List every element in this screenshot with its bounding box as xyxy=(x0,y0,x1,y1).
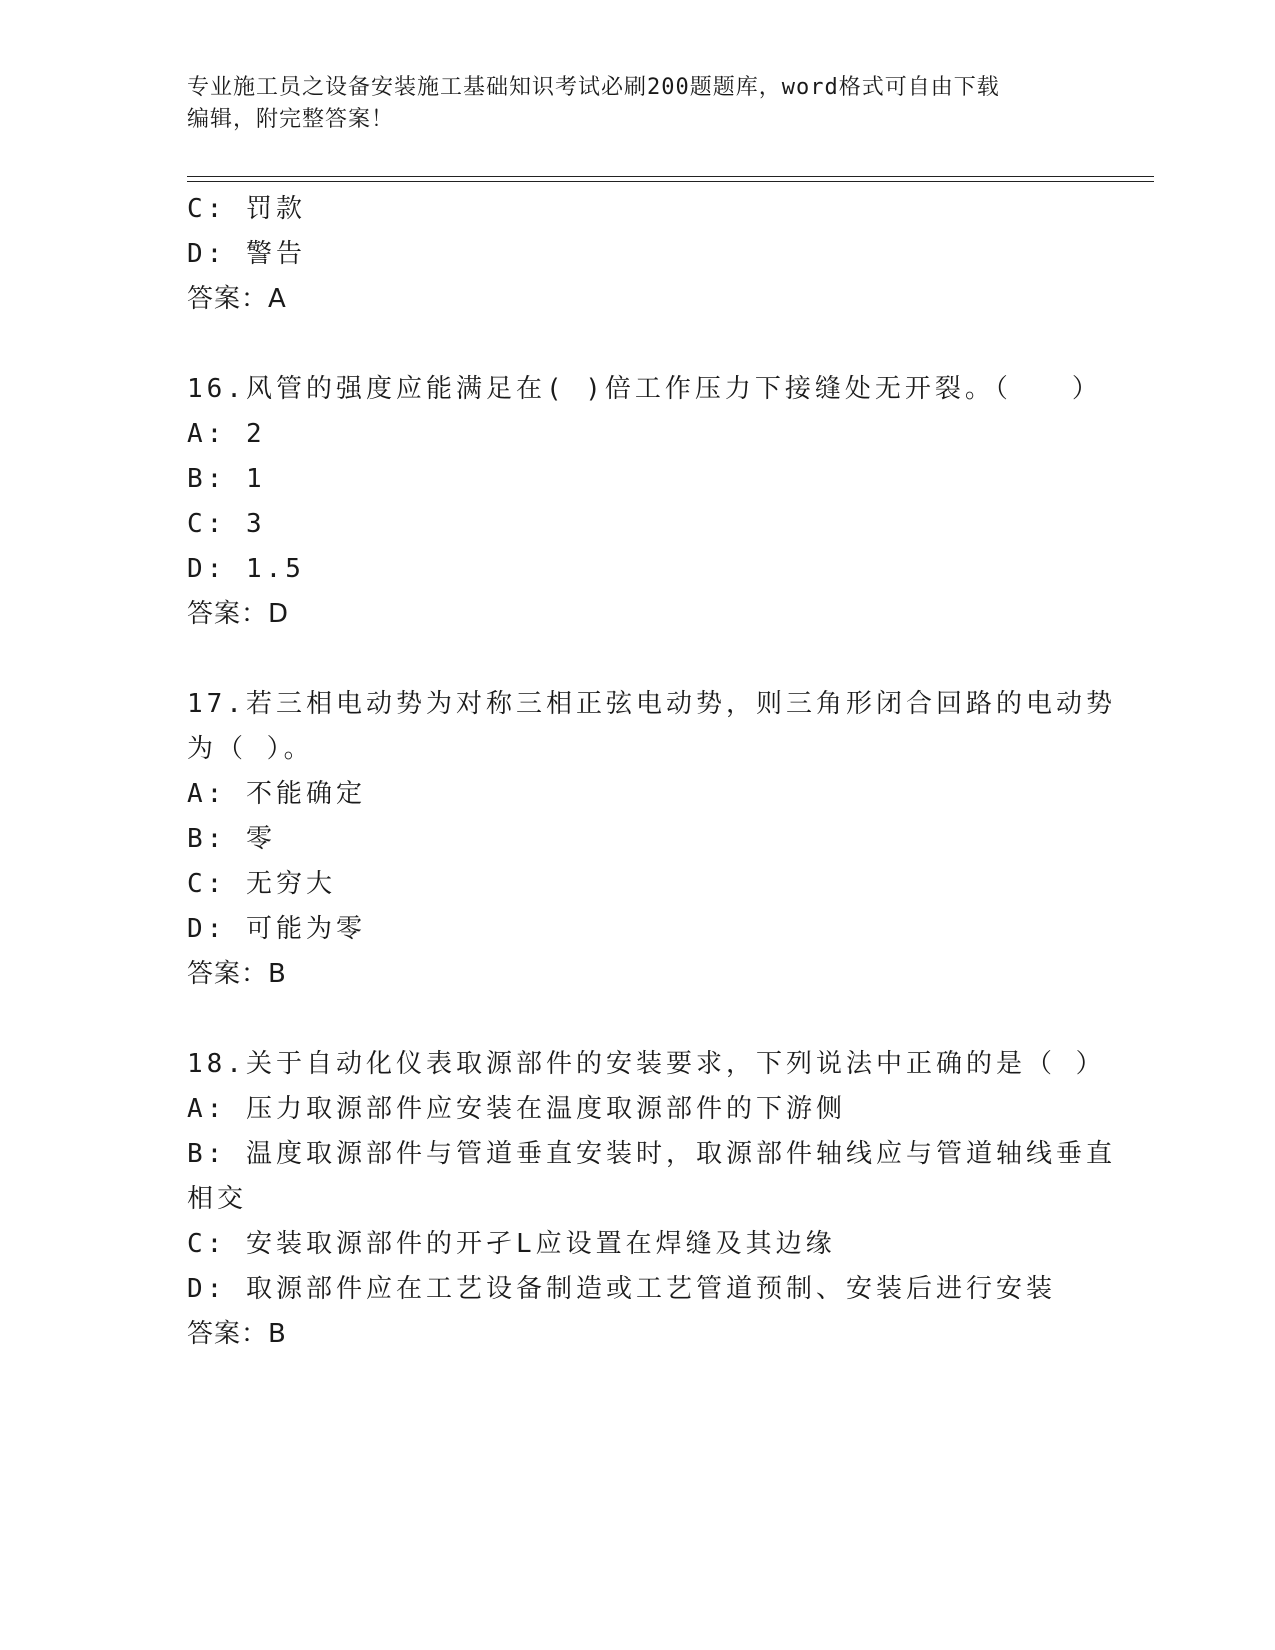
document-header xyxy=(187,72,1087,136)
q17-answer: 答案：B xyxy=(187,959,287,989)
q16-option-a: A: 2 xyxy=(187,419,266,449)
q16-option-b: B: 1 xyxy=(187,464,266,494)
q17-stem-line-1: 17.若三相电动势为对称三相正弦电动势，则三角形闭合回路的电动势 xyxy=(187,689,1116,719)
q18-option-d: D: 取源部件应在工艺设备制造或工艺管道预制、安装后进行安装 xyxy=(187,1274,1056,1304)
q18-option-a: A: 压力取源部件应安装在温度取源部件的下游侧 xyxy=(187,1094,846,1124)
q17-stem-line-2: 为（ ）。 xyxy=(187,734,314,764)
q18-option-b-line-1: B: 温度取源部件与管道垂直安装时，取源部件轴线应与管道轴线垂直 xyxy=(187,1139,1116,1169)
header-divider-top xyxy=(187,176,1154,177)
header-line-2: 编辑，附完整答案！ xyxy=(187,107,395,132)
prev-option-c: C: 罚款 xyxy=(187,194,306,224)
prev-answer: 答案：A xyxy=(187,284,287,314)
q16-option-c: C: 3 xyxy=(187,509,266,539)
q18-option-b-line-2: 相交 xyxy=(187,1184,248,1214)
q17-option-a: A: 不能确定 xyxy=(187,779,366,809)
prev-option-d: D: 警告 xyxy=(187,239,306,269)
q18-option-c: C: 安装取源部件的开孑L应设置在焊缝及其边缘 xyxy=(187,1229,836,1259)
q16-option-d: D: 1.5 xyxy=(187,554,305,584)
q17-option-c: C: 无穷大 xyxy=(187,869,336,899)
header-line-1: 专业施工员之设备安装施工基础知识考试必刷200题题库，word格式可自由下载 xyxy=(187,75,1000,100)
q17-option-d: D: 可能为零 xyxy=(187,914,366,944)
q18-answer: 答案：B xyxy=(187,1319,287,1349)
q17-option-b: B: 零 xyxy=(187,824,276,854)
q18-stem: 18.关于自动化仪表取源部件的安装要求，下列说法中正确的是（ ） xyxy=(187,1049,1106,1079)
header-divider-bottom xyxy=(187,181,1154,182)
q16-stem: 16.风管的强度应能满足在( )倍工作压力下接缝处无开裂。（ ） xyxy=(187,374,1102,404)
q16-answer: 答案：D xyxy=(187,599,290,629)
